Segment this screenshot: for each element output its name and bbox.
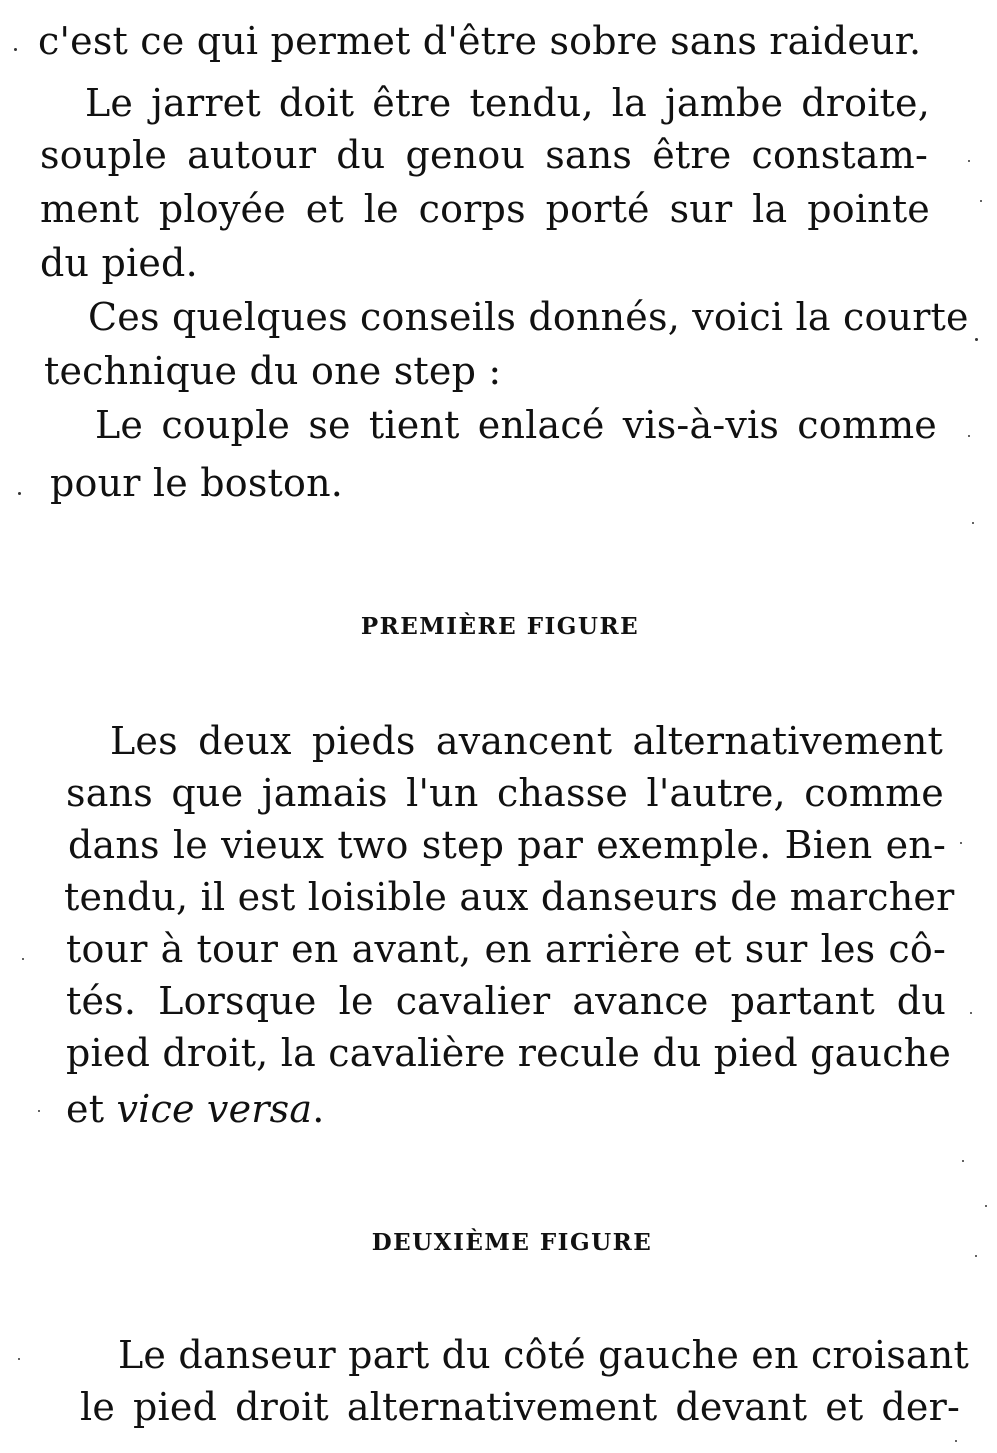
text-line-start: et — [66, 1087, 117, 1131]
scan-speck — [38, 1110, 40, 1112]
scan-speck — [975, 1255, 977, 1257]
scan-speck — [18, 1358, 20, 1360]
text-line: du pied. — [40, 241, 198, 285]
scan-speck — [962, 1160, 964, 1162]
scan-speck — [14, 48, 17, 51]
scan-speck — [970, 1012, 972, 1014]
scan-speck — [972, 522, 974, 524]
text-line — [66, 1082, 324, 1136]
italic-phrase: vice versa — [116, 1087, 313, 1131]
text-line: le pied droit alternativement devant et der- — [80, 1385, 960, 1429]
scan-speck — [975, 338, 978, 341]
section-heading: PREMIÈRE FIGURE — [360, 613, 640, 640]
text-line: Le danseur part du côté gauche en croisant — [118, 1333, 969, 1377]
scan-speck — [968, 160, 970, 162]
text-line: Ces quelques conseils donnés, voici la courte — [88, 295, 969, 339]
text-line: tour à tour en avant, en arrière et sur les cô- — [66, 927, 946, 971]
scan-speck — [968, 435, 970, 437]
text-line-end: . — [312, 1087, 325, 1131]
text-line: sans que jamais l'un chasse l'autre, comme — [66, 771, 944, 815]
scan-speck — [985, 1205, 987, 1207]
text-line: c'est ce qui permet d'être sobre sans raideur. — [38, 19, 922, 63]
text-line: Le jarret doit être tendu, la jambe droite, — [85, 81, 930, 125]
text-line: pour le boston. — [50, 461, 344, 505]
text-line: tés. Lorsque le cavalier avance partant du — [66, 979, 946, 1023]
text-line: tendu, il est loisible aux danseurs de marcher — [64, 875, 955, 919]
text-line: pied droit, la cavalière recule du pied gauche — [66, 1031, 952, 1075]
scan-speck — [960, 842, 962, 844]
scan-speck — [22, 958, 24, 960]
text-line: ment ployée et le corps porté sur la pointe — [40, 187, 930, 231]
text-line: technique du one step : — [44, 349, 502, 393]
text-line: dans le vieux two step par exemple. Bien en- — [68, 823, 946, 867]
section-heading: DEUXIÈME FIGURE — [371, 1229, 653, 1256]
text-line: souple autour du genou sans être constam- — [40, 133, 928, 177]
scan-speck — [955, 1440, 957, 1442]
scan-speck — [980, 200, 982, 202]
text-line: Les deux pieds avancent alternativement — [110, 719, 943, 763]
scan-speck — [18, 492, 21, 495]
text-line: Le couple se tient enlacé vis-à-vis comme — [95, 403, 937, 447]
